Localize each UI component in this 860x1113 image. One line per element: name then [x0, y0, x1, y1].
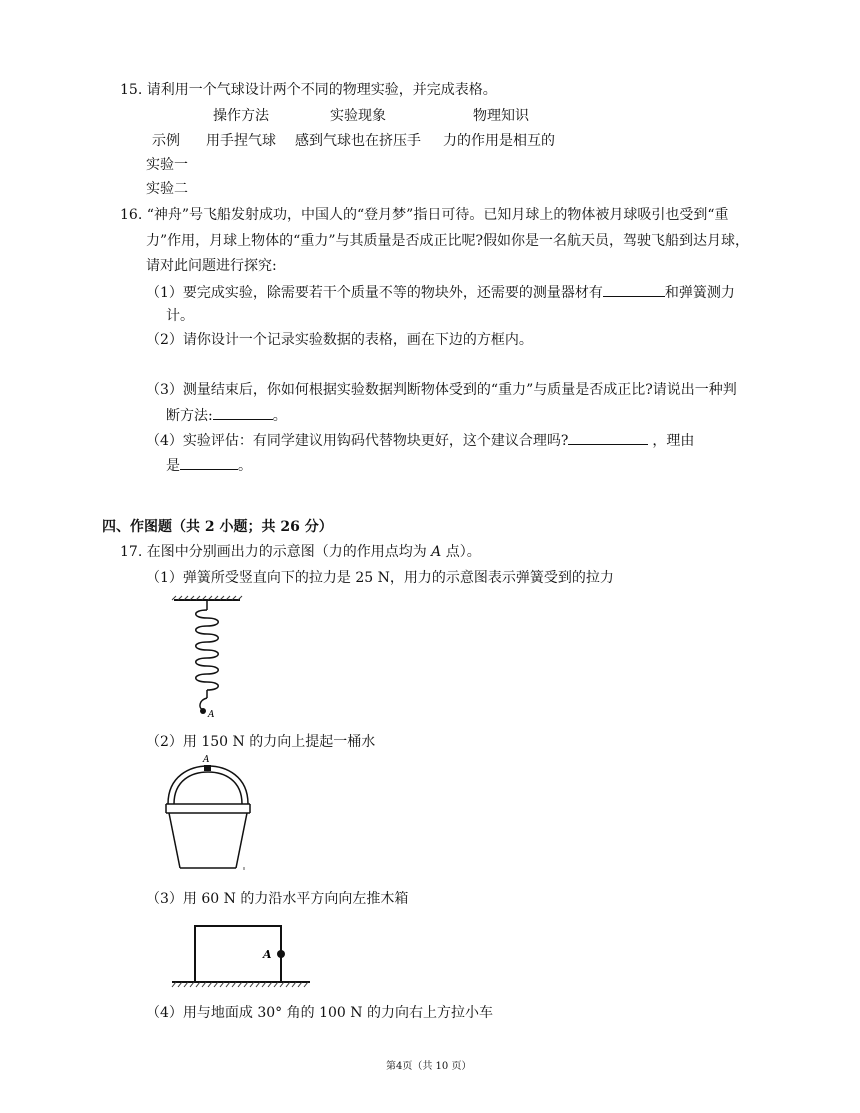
q16-part4-text: （4）实验评估：有同学建议用钩码代替物块更好，这个建议合理吗?	[146, 433, 569, 449]
q16-part3: （3）测量结束后，你如何根据实验数据判断物体受到的“重力”与质量是否成正比?请说出一种判	[146, 382, 737, 398]
q16-part2: （2）请你设计一个记录实验数据的表格，画在下边的方框内。	[146, 332, 533, 348]
q15-row-experiment-1: 实验一	[146, 157, 188, 173]
q16-stem-line1: 16. “神舟”号飞船发射成功，中国人的“登月梦”指日可待。已知月球上的物体被月球吸引也受到“重	[120, 207, 729, 223]
q16-stem-line3: 请对此问题进行探究:	[146, 258, 277, 274]
q16-part4-text-c: 是	[166, 458, 180, 474]
q16-part1	[146, 282, 735, 303]
q17-part1: （1）弹簧所受竖直向下的拉力是 25 N，用力的示意图表示弹簧受到的拉力	[146, 570, 614, 586]
bucket-point-label: A	[203, 755, 210, 765]
q15-example-phenomenon: 感到气球也在挤压手	[295, 133, 421, 149]
bucket-figure	[160, 756, 270, 876]
box-point-a	[277, 950, 285, 958]
q16-part4-end: 。	[238, 458, 252, 474]
q16-part1-blank[interactable]	[603, 282, 665, 297]
q16-part3-blank[interactable]	[213, 405, 273, 420]
q16-part3-text: 断方法:	[166, 408, 213, 424]
q16-part4-text-b: ，理由	[652, 433, 695, 449]
q17-stem	[120, 542, 481, 562]
q17-part4: （4）用与地面成 30° 角的 100 N 的力向右上方拉小车	[146, 1005, 493, 1021]
q15-stem: 15. 请利用一个气球设计两个不同的物理实验，并完成表格。	[120, 82, 497, 98]
q17-stem-a: 17. 在图中分别画出力的示意图（力的作用点均为	[120, 544, 432, 560]
q17-stem-b: 点）。	[441, 544, 481, 560]
box-point-label: A	[263, 948, 272, 961]
q15-example-method: 用手捏气球	[206, 133, 276, 149]
q15-row-experiment-2: 实验二	[146, 181, 188, 197]
q15-header-method: 操作方法	[213, 108, 269, 124]
q15-example-knowledge: 力的作用是相互的	[443, 133, 555, 149]
q16-stem-line2: 力”作用，月球上物体的“重力”与其质量是否成正比呢?假如你是一名航天员，驾驶飞船到达月球，	[146, 233, 749, 249]
q16-part3-line2	[166, 405, 287, 426]
q15-header-phenomenon: 实验现象	[330, 108, 386, 124]
box-figure	[170, 918, 320, 988]
section-title: 四、作图题（共 2 小题；共 26 分）	[102, 519, 333, 535]
q17-part3: （3）用 60 N 的力沿水平方向向左推木箱	[146, 891, 409, 907]
q15-header-knowledge: 物理知识	[473, 108, 529, 124]
spring-figure	[170, 596, 250, 726]
q16-part4-blank2[interactable]	[180, 455, 238, 470]
q17-stem-point: A	[431, 544, 442, 560]
bucket-point-a	[204, 765, 211, 771]
q17-part2: （2）用 150 N 的力向上提起一桶水	[146, 734, 376, 750]
q16-part1-end: 计。	[166, 308, 194, 324]
q16-part4-line2	[166, 455, 252, 476]
spring-point-label: A	[208, 710, 215, 720]
q16-part4	[146, 430, 694, 451]
q15-example-label: 示例	[152, 133, 180, 149]
page-footer: 第4页（共 10 页）	[386, 1061, 472, 1072]
q16-part1-text: （1）要完成实验，除需要若干个质量不等的物块外，还需要的测量器材有	[146, 285, 603, 301]
spring-point-a	[200, 708, 206, 714]
q16-part1-text-b: 和弹簧测力	[664, 285, 735, 301]
q16-part3-end: 。	[272, 408, 287, 424]
q16-part4-blank1[interactable]	[568, 430, 648, 445]
